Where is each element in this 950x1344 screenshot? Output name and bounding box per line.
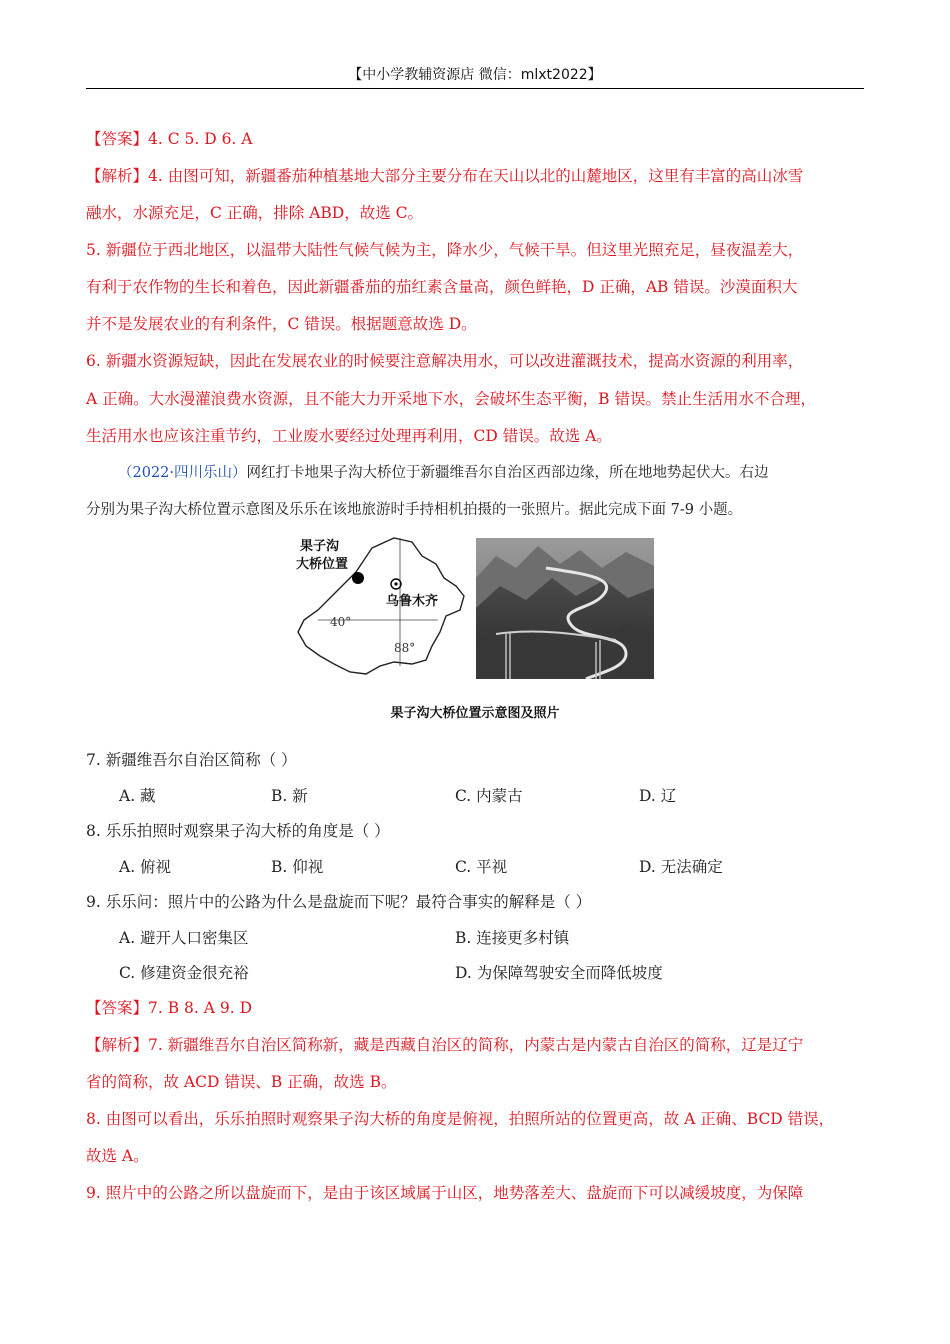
question-8-option-b: B. 仰视 [271, 858, 324, 876]
answer-line-7-9: 【答案】7. B 8. A 9. D [86, 999, 253, 1017]
question-7-option-c: C. 内蒙古 [455, 787, 523, 805]
xinjiang-location-map [294, 534, 474, 684]
map-label-bridge-line-1: 果子沟 [300, 539, 340, 554]
question-stem-text-1: 网红打卡地果子沟大桥位于新疆维吾尔自治区西部边缘，所在地地势起伏大。右边 [246, 465, 769, 481]
explanation-6-line-2: A 正确。大水漫灌浪费水资源，且不能大力开采地下水，会破坏生态平衡，B 错误。禁止生活用水不合理， [86, 390, 816, 408]
explanation-5-line-1: 5. 新疆位于西北地区，以温带大陆性气候气候为主，降水少，气候干旱。但这里光照充足，昼夜温差大， [86, 241, 804, 259]
explanation-4-line-1: 【解析】4. 由图可知，新疆番茄种植基地大部分主要分布在天山以北的山麓地区，这里有丰富的高山冰雪 [86, 167, 804, 185]
question-8-option-a: A. 俯视 [119, 858, 172, 876]
question-7-option-a: A. 藏 [119, 787, 156, 805]
explanation-4-line-2: 融水，水源充足，C 正确，排除 ABD，故选 C。 [86, 204, 424, 222]
explanation-9-line-1: 9. 照片中的公路之所以盘旋而下，是由于该区域属于山区，地势落差大、盘旋而下可以减缓坡度，为保障 [86, 1184, 804, 1202]
page-header: 【中小学教辅资源店 微信：mlxt2022】 [348, 67, 602, 83]
answer-line-4-6: 【答案】4. C 5. D 6. A [86, 130, 253, 148]
bridge-location-dot [352, 572, 364, 584]
question-stem-line-1 [118, 463, 769, 483]
question-9-option-a: A. 避开人口密集区 [119, 929, 249, 947]
map-label-latitude: 40° [330, 615, 352, 629]
explanation-6-line-1: 6. 新疆水资源短缺，因此在发展农业的时候要注意解决用水，可以改进灌溉技术，提高水资源的利用率， [86, 352, 804, 370]
explanation-7-line-2: 省的简称，故 ACD 错误、B 正确，故选 B。 [86, 1073, 397, 1091]
question-stem-line-2: 分别为果子沟大桥位置示意图及乐乐在该地旅游时手持相机拍摄的一张照片。据此完成下面 7-9 小题。 [86, 502, 743, 518]
question-9-option-c: C. 修建资金很充裕 [119, 964, 249, 982]
map-label-longitude: 88° [394, 641, 416, 655]
explanation-5-line-2: 有利于农作物的生长和着色，因此新疆番茄的茄红素含量高，颜色鲜艳，D 正确，AB 错误。沙漠面积大 [86, 278, 798, 296]
header-divider [86, 88, 864, 89]
question-source: （2022·四川乐山） [118, 465, 247, 481]
question-7-stem: 7. 新疆维吾尔自治区简称（ ） [86, 751, 297, 769]
bridge-photo [476, 538, 654, 679]
map-outline-graphic [294, 534, 474, 684]
explanation-8-line-1: 8. 由图可以看出，乐乐拍照时观察果子沟大桥的角度是俯视，拍照所站的位置更高，故 A 正确、BCD 错误， [86, 1110, 835, 1128]
explanation-7-line-1: 【解析】7. 新疆维吾尔自治区简称新，藏是西藏自治区的简称，内蒙古是内蒙古自治区的简称，辽是辽宁 [86, 1036, 804, 1054]
explanation-6-line-3: 生活用水也应该注重节约，工业废水要经过处理再利用，CD 错误。故选 A。 [86, 427, 612, 445]
question-9-stem: 9. 乐乐问：照片中的公路为什么是盘旋而下呢？最符合事实的解释是（ ） [86, 893, 592, 911]
question-8-stem: 8. 乐乐拍照时观察果子沟大桥的角度是（ ） [86, 822, 390, 840]
question-7-option-b: B. 新 [271, 787, 308, 805]
urumqi-symbol-center [394, 582, 397, 585]
question-9-option-b: B. 连接更多村镇 [455, 929, 570, 947]
question-7-option-d: D. 辽 [639, 787, 677, 805]
explanation-5-line-3: 并不是发展农业的有利条件，C 错误。根据题意故选 D。 [86, 315, 477, 333]
explanation-8-line-2: 故选 A。 [86, 1147, 149, 1165]
map-label-bridge-line-2: 大桥位置 [296, 557, 349, 572]
question-8-option-c: C. 平视 [455, 858, 508, 876]
question-8-option-d: D. 无法确定 [639, 858, 723, 876]
question-9-option-d: D. 为保障驾驶安全而降低坡度 [455, 964, 663, 982]
map-label-urumqi: 乌鲁木齐 [386, 594, 439, 609]
figure-caption: 果子沟大桥位置示意图及照片 [390, 706, 560, 721]
bridge-photo-graphic [476, 538, 654, 679]
